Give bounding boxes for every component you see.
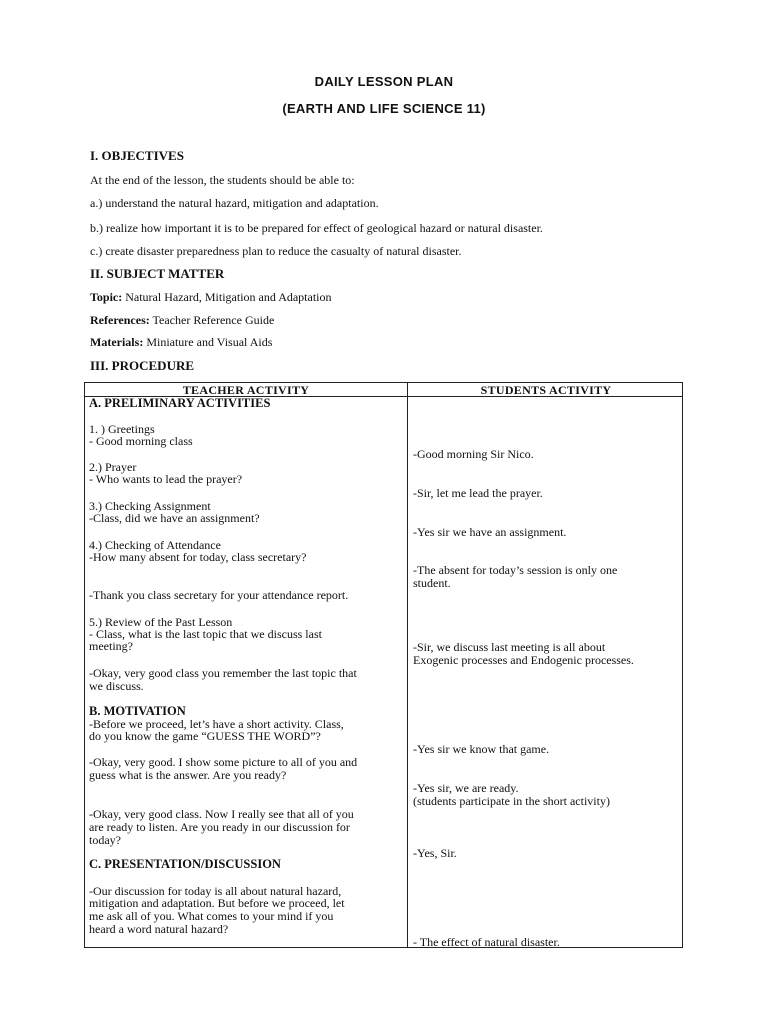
- student-line: student.: [413, 576, 451, 590]
- teacher-line: today?: [89, 833, 121, 847]
- teacher-line: -Okay, very good. I show some picture to all of you and: [89, 755, 358, 769]
- teacher-line: 3.) Checking Assignment: [89, 499, 211, 513]
- column-divider: [407, 383, 408, 947]
- topic-label: Topic:: [90, 290, 123, 304]
- section-presentation: C. PRESENTATION/DISCUSSION: [89, 857, 281, 871]
- student-line: -Yes sir we have an assignment.: [413, 525, 567, 539]
- teacher-line: - Class, what is the last topic that we discuss last: [89, 627, 322, 641]
- teacher-line: heard a word natural hazard?: [89, 922, 229, 936]
- topic-line: [90, 290, 332, 305]
- section-motivation: B. MOTIVATION: [89, 704, 186, 718]
- students-activity-header: STUDENTS ACTIVITY: [480, 383, 612, 397]
- teacher-line: me ask all of you. What comes to your mind if you: [89, 909, 334, 923]
- document-subtitle: (EARTH AND LIFE SCIENCE 11): [282, 101, 486, 116]
- teacher-line: 5.) Review of the Past Lesson: [89, 615, 233, 629]
- teacher-line: 2.) Prayer: [89, 460, 137, 474]
- student-line: -Yes, Sir.: [413, 846, 457, 860]
- teacher-line: -Okay, very good class you remember the last topic that: [89, 666, 357, 680]
- teacher-line: mitigation and adaptation. But before we proceed, let: [89, 896, 345, 910]
- procedure-heading: III. PROCEDURE: [90, 358, 195, 373]
- student-line: Exogenic processes and Endogenic processes.: [413, 653, 634, 667]
- teacher-activity-header: TEACHER ACTIVITY: [182, 383, 310, 397]
- procedure-table: [84, 382, 683, 948]
- teacher-line: -Thank you class secretary for your attendance report.: [89, 588, 349, 602]
- student-line: - The effect of natural disaster.: [413, 935, 560, 949]
- student-line: -Sir, we discuss last meeting is all about: [413, 640, 606, 654]
- teacher-line: - Who wants to lead the prayer?: [89, 472, 243, 486]
- topic-value: Natural Hazard, Mitigation and Adaptation: [122, 290, 332, 304]
- subject-matter-heading: II. SUBJECT MATTER: [90, 266, 225, 281]
- references-label: References:: [90, 313, 150, 327]
- references-value: Teacher Reference Guide: [149, 313, 275, 327]
- teacher-line: -Class, did we have an assignment?: [89, 511, 260, 525]
- student-line: -Sir, let me lead the prayer.: [413, 486, 543, 500]
- teacher-line: 4.) Checking of Attendance: [89, 538, 221, 552]
- materials-value: Miniature and Visual Aids: [143, 335, 273, 349]
- student-line: -The absent for today’s session is only one: [413, 563, 618, 577]
- objective-item: a.) understand the natural hazard, mitigation and adaptation.: [90, 196, 379, 210]
- teacher-line: -Before we proceed, let’s have a short activity. Class,: [89, 717, 344, 731]
- document-title: DAILY LESSON PLAN: [314, 74, 454, 89]
- teacher-line: 1. ) Greetings: [89, 422, 155, 436]
- teacher-line: are ready to listen. Are you ready in our discussion for: [89, 820, 350, 834]
- teacher-line: meeting?: [89, 639, 133, 653]
- student-line: (students participate in the short activity): [413, 794, 610, 808]
- objectives-heading: I. OBJECTIVES: [90, 148, 184, 163]
- materials-label: Materials:: [90, 335, 144, 349]
- teacher-line: guess what is the answer. Are you ready?: [89, 768, 287, 782]
- student-line: -Yes sir, we are ready.: [413, 781, 519, 795]
- teacher-line: we discuss.: [89, 679, 144, 693]
- materials-line: [90, 335, 272, 350]
- teacher-line: do you know the game “GUESS THE WORD”?: [89, 729, 321, 743]
- teacher-line: -Our discussion for today is all about natural hazard,: [89, 884, 342, 898]
- teacher-line: - Good morning class: [89, 434, 193, 448]
- teacher-line: -Okay, very good class. Now I really see that all of you: [89, 807, 354, 821]
- objective-item: b.) realize how important it is to be prepared for effect of geological hazard or natural disaster.: [90, 221, 543, 235]
- section-preliminary: A. PRELIMINARY ACTIVITIES: [89, 396, 271, 410]
- student-line: -Yes sir we know that game.: [413, 742, 550, 756]
- teacher-line: -How many absent for today, class secretary?: [89, 550, 307, 564]
- objective-item: c.) create disaster preparedness plan to reduce the casualty of natural disaster.: [90, 244, 462, 258]
- student-line: -Good morning Sir Nico.: [413, 447, 534, 461]
- objectives-intro: At the end of the lesson, the students should be able to:: [90, 173, 355, 187]
- references-line: [90, 313, 274, 328]
